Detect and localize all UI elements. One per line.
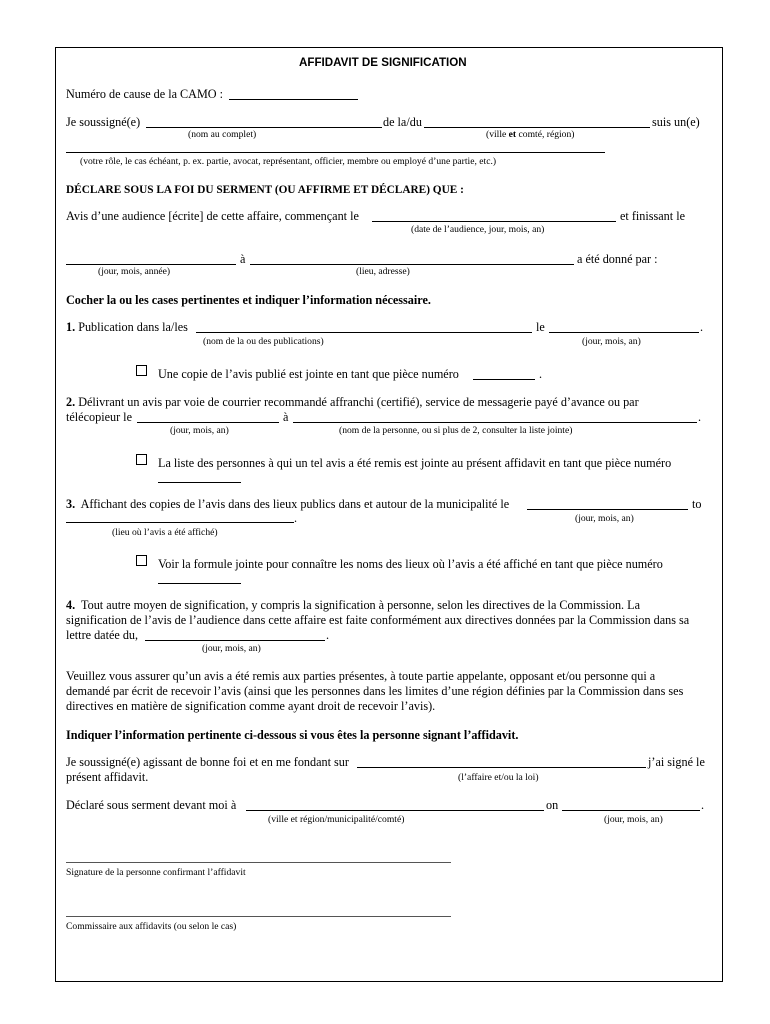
notice-line3: directives en matière de signification comme ayant droit de recevoir l’avis). — [66, 699, 436, 713]
option3-place-hint: (lieu où l’avis a été affiché) — [112, 527, 218, 538]
option4-line1: 4. Tout autre moyen de signification, y compris la signification à personne, selon les directives de la Commission. La — [66, 598, 640, 612]
option3-text: 3. Affichant des copies de l’avis dans des lieux publics dans et autour de la municipalité le — [66, 497, 510, 511]
publication-date-field[interactable] — [549, 332, 699, 333]
commissioner-label: Commissaire aux affidavits (ou selon le cas) — [66, 921, 237, 932]
option4-date-hint: (jour, mois, an) — [202, 643, 261, 654]
notice-line1: Veuillez vous assurer qu’un avis a été remis aux parties présentes, à toute partie appelante, opposant et/ou personne qui a — [66, 669, 656, 683]
form-title: AFFIDAVIT DE SIGNIFICATION — [299, 56, 467, 69]
option2-checkbox-label: La liste des personnes à qui un tel avis a été remis est jointe au présent affidavit en tant que pièce numéro — [158, 456, 672, 470]
option3-date-field[interactable] — [527, 509, 688, 510]
publication-name-hint: (nom de la ou des publications) — [203, 336, 324, 347]
hearing-at-label: à — [240, 252, 246, 266]
option2-at-label: à — [283, 410, 289, 424]
declarant-prefix: Je soussigné(e) — [66, 115, 141, 129]
option1-checkbox-end: . — [539, 367, 543, 381]
option1-le-label: le — [536, 320, 545, 334]
checkbox-instruction: Cocher la ou les cases pertinentes et indiquer l’information nécessaire. — [66, 293, 431, 307]
option1-text: 1. Publication dans la/les — [66, 320, 188, 334]
option2-text: 2. Délivrant un avis par voie de courrier recommandé affranchi (certifié), service de messagerie payé d’avance ou par — [66, 395, 639, 409]
option3-date-hint: (jour, mois, an) — [575, 513, 634, 524]
signer-instruction: Indiquer l’information pertinente ci-dessous si vous êtes la personne signant l’affidavit. — [66, 728, 519, 742]
option1-checkbox[interactable] — [136, 365, 147, 376]
option3-exhibit-field[interactable] — [158, 583, 241, 584]
option2-checkbox[interactable] — [136, 454, 147, 465]
sworn-period: . — [701, 798, 705, 812]
signature-label: Signature de la personne confirmant l’affidavit — [66, 867, 246, 878]
publication-date-hint: (jour, mois, an) — [582, 336, 641, 347]
option3-checkbox[interactable] — [136, 555, 147, 566]
case-number-label: Numéro de cause de la CAMO : — [66, 87, 224, 101]
hearing-date-hint: (date de l’audience, jour, mois, an) — [411, 224, 545, 235]
signer-signed-label: j’ai signé le — [648, 755, 705, 769]
de-la-du-label: de la/du — [383, 115, 422, 129]
hearing-place-hint: (lieu, adresse) — [356, 266, 410, 277]
option2-fax-label: télécopieur le — [66, 410, 132, 424]
full-name-field[interactable] — [146, 127, 382, 128]
option1-period: . — [700, 320, 704, 334]
role-field[interactable] — [66, 152, 605, 153]
option4-period: . — [326, 628, 330, 642]
option3-period: . — [294, 511, 298, 525]
signer-line1: Je soussigné(e) agissant de bonne foi et en me fondant sur — [66, 755, 349, 769]
option2-exhibit-field[interactable] — [158, 482, 241, 483]
option1-exhibit-field[interactable] — [473, 379, 535, 380]
option1-checkbox-label: Une copie de l’avis publié est jointe en tant que pièce numéro — [158, 367, 459, 381]
signer-matter-hint: (l’affaire et/ou la loi) — [458, 772, 539, 783]
option4-letter-date-field[interactable] — [145, 640, 325, 641]
given-by-label: a été donné par : — [577, 252, 658, 266]
option2-date-field[interactable] — [137, 422, 279, 423]
option4-line3: lettre datée du, — [66, 628, 139, 642]
sworn-on-label: on — [546, 798, 559, 812]
commissioner-signature-line[interactable] — [66, 916, 451, 917]
option3-checkbox-label: Voir la formule jointe pour connaître les noms des lieux où l’avis a été affiché en tant que pièce numéro — [158, 557, 663, 571]
option4-line2: signification de l’avis de l’audience dans cette affaire est faite conformément aux directives données par la Commission dans sa — [66, 613, 690, 627]
sworn-date-hint: (jour, mois, an) — [604, 814, 663, 825]
option3-to-label: to — [692, 497, 702, 511]
sworn-place-field[interactable] — [246, 810, 544, 811]
case-number-field[interactable] — [229, 99, 358, 100]
option2-person-hint: (nom de la personne, ou si plus de 2, consulter la liste jointe) — [339, 425, 573, 436]
city-county-field[interactable] — [424, 127, 650, 128]
role-hint: (votre rôle, le cas échéant, p. ex. partie, avocat, représentant, officier, membre ou employé d’une partie, etc.) — [80, 156, 497, 167]
declaration-heading: DÉCLARE SOUS LA FOI DU SERMENT (OU AFFIRME ET DÉCLARE) QUE : — [66, 184, 464, 196]
option2-person-field[interactable] — [293, 422, 697, 423]
hearing-place-field[interactable] — [250, 264, 574, 265]
sworn-place-hint: (ville et région/municipalité/comté) — [268, 814, 405, 825]
publication-name-field[interactable] — [196, 332, 532, 333]
hearing-day-hint: (jour, mois, année) — [98, 266, 171, 277]
city-county-hint: (ville et comté, région) — [486, 129, 575, 140]
hearing-end-label: et finissant le — [620, 209, 685, 223]
option2-period: . — [698, 410, 702, 424]
full-name-hint: (nom au complet) — [188, 129, 257, 140]
option2-date-hint: (jour, mois, an) — [170, 425, 229, 436]
signer-line2: présent affidavit. — [66, 770, 149, 784]
sworn-label: Déclaré sous serment devant moi à — [66, 798, 237, 812]
signer-matter-field[interactable] — [357, 767, 646, 768]
notice-line2: demandé par écrit de recevoir l’avis (ainsi que les personnes dans les limites d’une région définies par la Commission dans ses — [66, 684, 684, 698]
sworn-date-field[interactable] — [562, 810, 700, 811]
suis-un-label: suis un(e) — [652, 115, 700, 129]
hearing-end-date-field[interactable] — [66, 264, 236, 265]
signature-line[interactable] — [66, 862, 451, 863]
hearing-text: Avis d’une audience [écrite] de cette affaire, commençant le — [66, 209, 359, 223]
hearing-start-date-field[interactable] — [372, 221, 616, 222]
option3-place-field[interactable] — [66, 522, 294, 523]
